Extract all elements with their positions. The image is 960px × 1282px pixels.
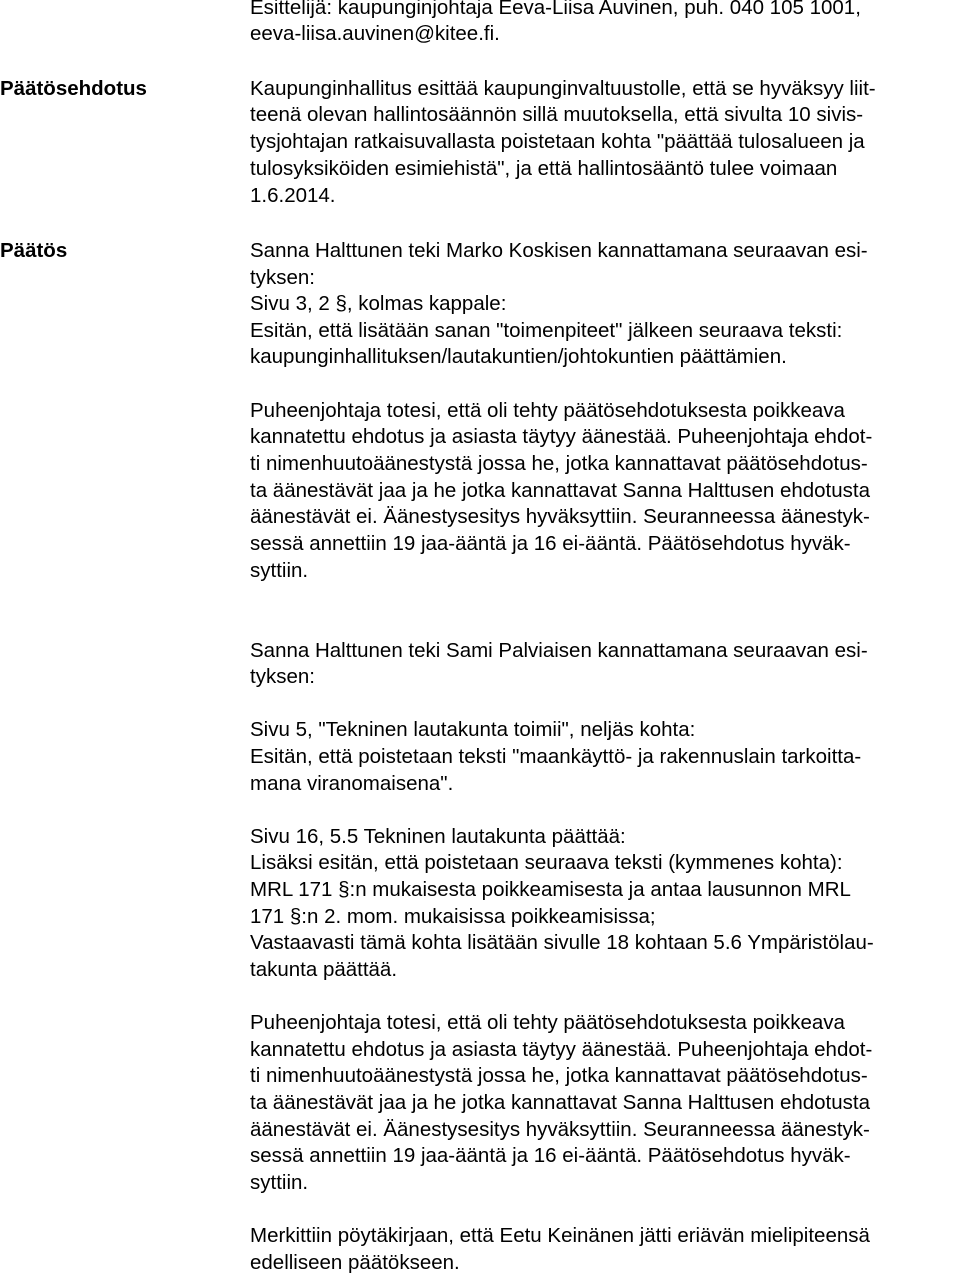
text-line: syttiin.	[250, 559, 309, 582]
text-line: ti nimenhuutoäänestystä jossa he, jotka kannattavat päätösehdotus-	[250, 452, 868, 475]
text-line: kaupunginhallituksen/lautakuntien/johtokuntien päättämien.	[250, 345, 787, 368]
text-line: Sivu 3, 2 §, kolmas kappale:	[250, 292, 507, 315]
text-line: äänestävät ei. Äänestysesitys hyväksyttiin. Seuranneessa äänestyk-	[250, 505, 870, 528]
text-line: teenä olevan hallintosäännön sillä muutoksella, että sivulta 10 sivis-	[250, 103, 864, 126]
text-line: Esittelijä: kaupunginjohtaja Eeva-Liisa Auvinen, puh. 040 105 1001,	[250, 0, 861, 19]
decision-heading: Päätös	[0, 239, 68, 262]
text-line: Sanna Halttunen teki Sami Palviaisen kannattamana seuraavan esi-	[250, 639, 868, 662]
text-line: Esitän, että lisätään sanan "toimenpiteet" jälkeen seuraava teksti:	[250, 319, 843, 342]
text-line: tysjohtajan ratkaisuvallasta poistetaan kohta "päättää tulosalueen ja	[250, 130, 865, 153]
text-line: Vastaavasti tämä kohta lisätään sivulle 18 kohtaan 5.6 Ympäristölau-	[250, 931, 874, 954]
text-line: Sanna Halttunen teki Marko Koskisen kannattamana seuraavan esi-	[250, 239, 868, 262]
text-line: Esitän, että poistetaan teksti "maankäyttö- ja rakennuslain tarkoitta-	[250, 745, 862, 768]
text-line: sessä annettiin 19 jaa-ääntä ja 16 ei-ääntä. Päätösehdotus hyväk-	[250, 532, 851, 555]
text-line: tulosyksiköiden esimiehistä", ja että hallintosääntö tulee voimaan	[250, 157, 838, 180]
proposal-heading: Päätösehdotus	[0, 77, 147, 100]
text-line: Lisäksi esitän, että poistetaan seuraava teksti (kymmenes kohta):	[250, 851, 843, 874]
text-line: Sivu 5, "Tekninen lautakunta toimii", neljäs kohta:	[250, 718, 696, 741]
text-line: Kaupunginhallitus esittää kaupunginvaltuustolle, että se hyväksyy liit-	[250, 77, 876, 100]
text-line: äänestävät ei. Äänestysesitys hyväksyttiin. Seuranneessa äänestyk-	[250, 1118, 870, 1141]
text-line: ta äänestävät jaa ja he jotka kannattavat Sanna Halttusen ehdotusta	[250, 1091, 870, 1114]
text-line: 171 §:n 2. mom. mukaisissa poikkeamisissa;	[250, 905, 656, 928]
text-line: kannatettu ehdotus ja asiasta täytyy äänestää. Puheenjohtaja ehdot-	[250, 1038, 873, 1061]
text-line: MRL 171 §:n mukaisesta poikkeamisesta ja antaa lausunnon MRL	[250, 878, 851, 901]
text-line: ti nimenhuutoäänestystä jossa he, jotka kannattavat päätösehdotus-	[250, 1064, 868, 1087]
text-line: takunta päättää.	[250, 958, 398, 981]
text-line: ta äänestävät jaa ja he jotka kannattavat Sanna Halttusen ehdotusta	[250, 479, 870, 502]
text-line: Merkittiin pöytäkirjaan, että Eetu Keinänen jätti eriävän mielipiteensä	[250, 1224, 870, 1247]
text-line: Sivu 16, 5.5 Tekninen lautakunta päättää:	[250, 825, 626, 848]
text-line: Puheenjohtaja totesi, että oli tehty päätösehdotuksesta poikkeava	[250, 399, 845, 422]
text-line: syttiin.	[250, 1171, 309, 1194]
text-line: eeva-liisa.auvinen@kitee.fi.	[250, 22, 500, 45]
text-line: mana viranomaisena".	[250, 772, 454, 795]
text-line: tyksen:	[250, 266, 315, 289]
text-line: sessä annettiin 19 jaa-ääntä ja 16 ei-ääntä. Päätösehdotus hyväk-	[250, 1144, 851, 1167]
text-line: edelliseen päätökseen.	[250, 1251, 460, 1274]
text-line: kannatettu ehdotus ja asiasta täytyy äänestää. Puheenjohtaja ehdot-	[250, 425, 873, 448]
text-line: tyksen:	[250, 665, 315, 688]
text-line: 1.6.2014.	[250, 184, 336, 207]
text-line: Puheenjohtaja totesi, että oli tehty päätösehdotuksesta poikkeava	[250, 1011, 845, 1034]
